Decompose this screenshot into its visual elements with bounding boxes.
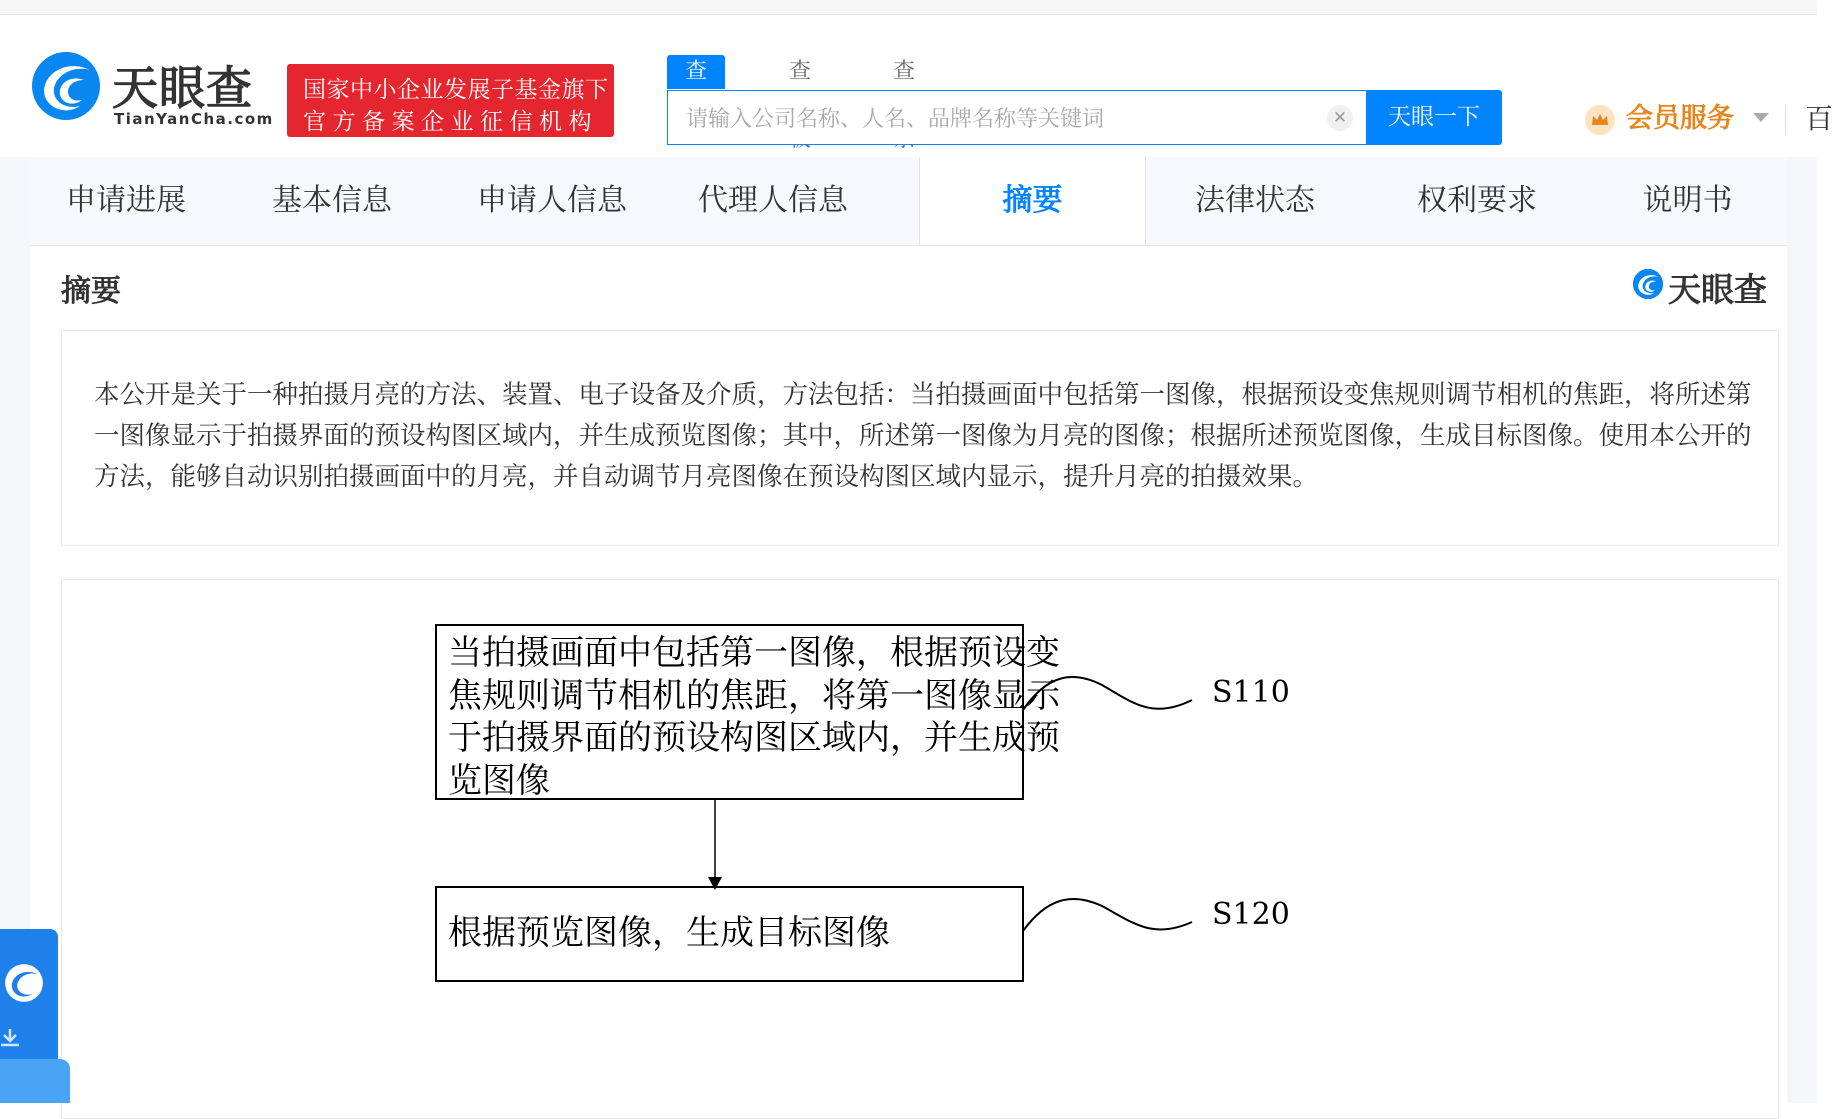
abstract-text: 本公开是关于一种拍摄月亮的方法、装置、电子设备及介质，方法包括：当拍摄画面中包括第一图像，根据预设变焦规则调节相机的焦距，将所述第一图像显示于拍摄界面的预设构图区域内，并生成预览图像；其中，所述第一图像为月亮的图像；根据所述预览图像，生成目标图像。使用本公开的方法，能够自动识别拍摄画面中的月亮，并自动调节月亮图像在预设构图区域内显示，提升月亮的拍摄效果。 [94,380,1752,492]
site-header [0,15,1833,155]
official-badge [287,64,614,137]
step1-label: S110 [1212,675,1290,710]
badge-line-1: 国家中小企业发展子基金旗下 [303,77,609,103]
abstract-figure [61,579,1779,1119]
search-input[interactable] [684,99,1288,139]
step1-line: 览图像 [448,760,550,801]
tab-application-progress[interactable]: 申请进展 [66,183,186,218]
search-tab-boss[interactable]: 查 [789,59,812,84]
crown-icon [1585,105,1615,135]
floating-widget-tab[interactable] [0,1059,70,1103]
step1-line: 当拍摄画面中包括第一图像，根据预设变 [448,633,1060,673]
watermark-text: 天眼查 [1668,270,1767,309]
site-logo[interactable] [30,50,274,135]
tab-agent-info[interactable]: 代理人信息 [698,183,848,218]
search-tab-company[interactable]: 查 [667,55,725,89]
tab-specification[interactable]: 说明书 [1642,183,1733,218]
right-gutter [1787,157,1817,1103]
search-tab-relation[interactable]: 查 [893,59,916,84]
divider [1785,105,1786,135]
main-content [30,246,1787,1103]
step1-line: 焦规则调节相机的焦距，将第一图像显示 [448,675,1060,716]
floating-app-widget[interactable] [0,929,58,1103]
tianyancha-logo-icon [30,50,102,122]
tab-claims[interactable]: 权利要求 [1417,183,1537,218]
section-title: 摘要 [61,274,121,309]
header-cut-text[interactable]: 百 [1805,102,1833,135]
clear-icon[interactable]: ✕ [1327,105,1353,131]
step1-line: 于拍摄界面的预设构图区域内，并生成预 [448,718,1060,758]
vip-label: 会员服务 [1626,103,1734,134]
tab-legal-status[interactable]: 法律状态 [1195,183,1315,218]
download-icon [0,1029,20,1047]
logo-text-en: TianYanCha.com [114,110,274,128]
detail-tabs [30,157,1787,246]
step2-text: 根据预览图像，生成目标图像 [448,913,890,953]
tab-applicant-info[interactable]: 申请人信息 [477,183,627,218]
badge-line-2: 官方备案企业征信机构 [303,109,598,135]
step2-label: S120 [1212,897,1290,932]
abstract-box [61,330,1779,546]
search-box [667,90,1366,145]
top-strip [0,0,1817,15]
tab-basic-info[interactable]: 基本信息 [272,183,392,218]
step1-text [448,632,1060,802]
tianyancha-logo-icon [1632,268,1664,300]
tianyancha-logo-icon [4,963,44,1003]
search-button[interactable]: 天眼一下 [1366,90,1502,145]
chevron-down-icon [1753,113,1769,122]
tab-abstract[interactable]: 摘要 [919,157,1146,245]
logo-text-cn: 天眼查 [112,61,253,115]
